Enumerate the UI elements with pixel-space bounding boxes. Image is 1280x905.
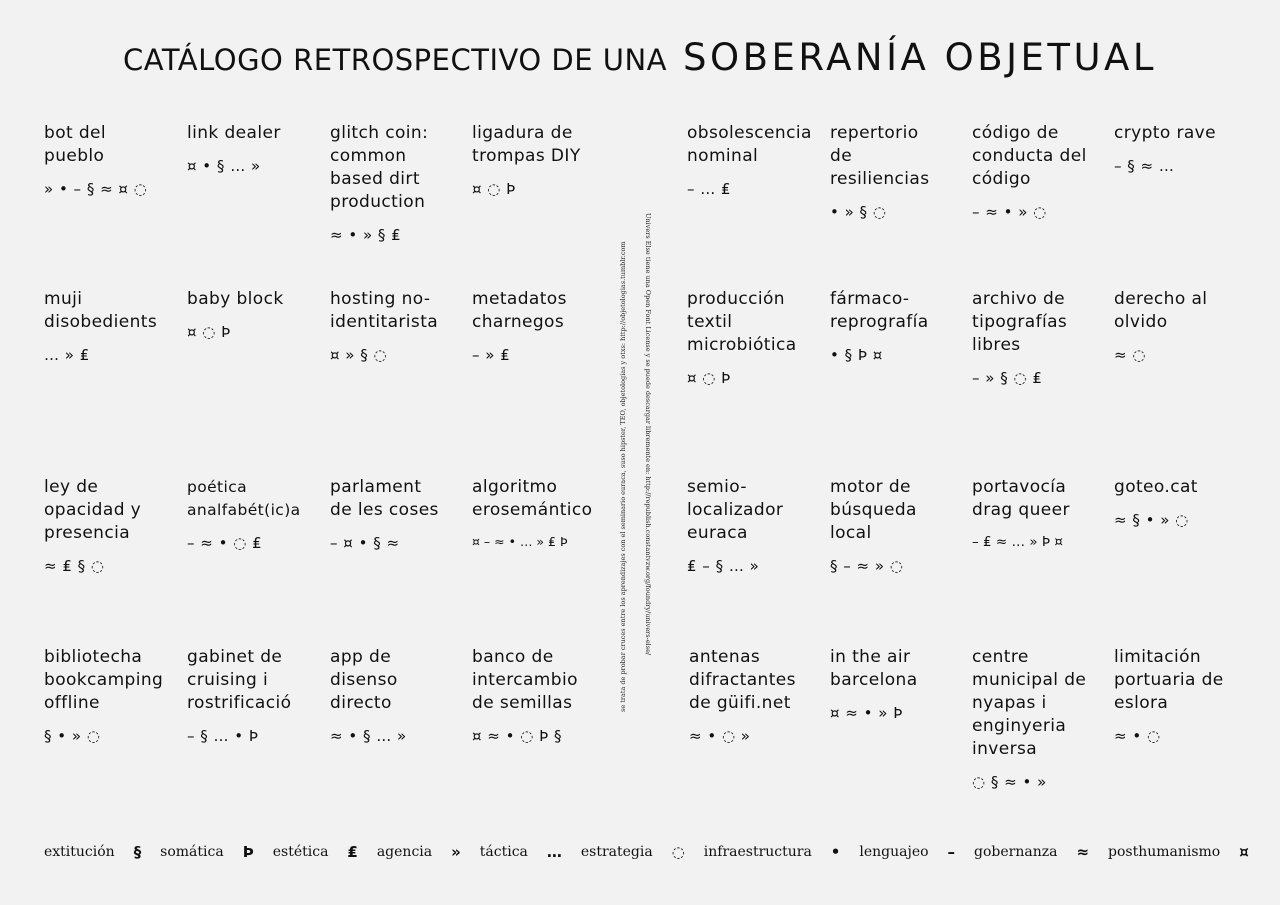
catalog-item xyxy=(830,476,966,575)
catalog-item xyxy=(472,288,608,364)
item-name: centre municipal de nyapas i enginyeria inversa xyxy=(972,647,1087,759)
item-name: código de conducta del código xyxy=(972,123,1087,189)
legend-glyph: » xyxy=(451,843,461,861)
item-symbols: ¤ » § ◌ xyxy=(330,346,388,364)
item-symbols: ≈ • ◌ » xyxy=(689,727,751,745)
catalog-item xyxy=(187,476,323,552)
legend-label: estética xyxy=(272,844,329,860)
item-name: motor de búsqueda local xyxy=(830,477,917,543)
item-symbols: ◌ § ≈ • » xyxy=(972,773,1047,791)
item-symbols: § – ≈ » ◌ xyxy=(830,557,904,575)
item-symbols: » • – § ≈ ¤ ◌ xyxy=(44,180,148,198)
item-symbols: – § ≈ … xyxy=(1114,157,1175,175)
legend-label: estrategia xyxy=(580,844,653,860)
catalog-item xyxy=(972,288,1108,387)
title-prefix: CATÁLOGO RETROSPECTIVO DE UNA xyxy=(123,43,668,77)
catalog-item xyxy=(187,122,323,175)
item-symbols: – … ₤ xyxy=(687,180,732,198)
item-name: repertorio de resiliencias xyxy=(830,123,930,189)
catalog-item xyxy=(330,122,466,244)
catalog-item xyxy=(330,476,466,552)
catalog-item xyxy=(330,288,466,364)
legend-glyph: – xyxy=(947,843,956,861)
catalog-item xyxy=(472,476,608,549)
item-symbols: ≈ • ◌ xyxy=(1114,727,1161,745)
catalog-item xyxy=(687,288,823,387)
catalog-item xyxy=(187,288,323,341)
item-name: antenas difractantes de güifi.net xyxy=(689,647,796,713)
catalog-item xyxy=(1114,288,1250,364)
item-symbols: § • » ◌ xyxy=(44,727,101,745)
item-symbols: ¤ – ≈ • … » ₤ Þ xyxy=(472,534,568,549)
catalog-item xyxy=(44,476,180,575)
item-name: limitación portuaria de eslora xyxy=(1114,647,1224,713)
catalog-title xyxy=(0,36,1280,79)
item-name: ley de opacidad y presencia xyxy=(44,477,142,543)
item-name: app de disenso directo xyxy=(330,647,398,713)
legend-label: posthumanismo xyxy=(1108,844,1221,860)
title-main: SOBERANÍA OBJETUAL xyxy=(683,36,1157,79)
legend-glyph: ₤ xyxy=(347,843,358,861)
item-name: poética analfabét(ic)a xyxy=(187,478,301,519)
catalog-item xyxy=(972,476,1108,550)
catalog-item xyxy=(1114,122,1250,175)
item-name: in the air barcelona xyxy=(830,647,918,690)
legend-label: somática xyxy=(160,844,224,860)
item-symbols: – » ₤ xyxy=(472,346,511,364)
item-name: producción textil microbiótica xyxy=(687,289,797,355)
item-symbols: • » § ◌ xyxy=(830,203,887,221)
item-symbols: – ¤ • § ≈ xyxy=(330,534,400,552)
item-name: obsolescencia nominal xyxy=(687,123,812,166)
item-name: parlament de les coses xyxy=(330,477,439,520)
catalog-item xyxy=(472,122,608,198)
item-symbols: – » § ◌ ₤ xyxy=(972,369,1043,387)
catalog-item xyxy=(1114,646,1250,745)
vertical-note-right: Univers Else tiene una Open Font License y se puede descargar libremente en: http://republish.constantvzw.org/foundry/univers-else/ xyxy=(644,213,652,656)
item-name: fármaco- reprografía xyxy=(830,289,929,332)
item-symbols: ≈ • » § ₤ xyxy=(330,226,402,244)
item-name: algoritmo erosemántico xyxy=(472,477,593,520)
catalog-item xyxy=(830,122,966,221)
item-symbols: – ≈ • » ◌ xyxy=(972,203,1047,221)
item-name: goteo.cat xyxy=(1114,477,1198,497)
catalog-item xyxy=(44,646,180,745)
catalog-item xyxy=(472,646,608,745)
vertical-note-left: se trata de probar cruces entre los aprendizajes con el seminario euraca, suso hipster, TEO, objetologías y otxs: http://objetologias.tumblr.com xyxy=(619,241,627,712)
item-name: bot del pueblo xyxy=(44,123,107,166)
item-symbols: ≈ • § … » xyxy=(330,727,407,745)
catalog-item xyxy=(689,646,825,745)
item-name: hosting no- identitarista xyxy=(330,289,439,332)
catalog-item xyxy=(330,646,466,745)
item-symbols: • § Þ ¤ xyxy=(830,346,883,364)
item-symbols: – ≈ • ◌ ₤ xyxy=(187,534,263,552)
item-name: portavocía drag queer xyxy=(972,477,1070,520)
catalog-item xyxy=(1114,476,1250,529)
legend-label: extitución xyxy=(44,844,115,860)
item-name: metadatos charnegos xyxy=(472,289,567,332)
item-name: gabinet de cruising i rostrificació xyxy=(187,647,292,713)
item-symbols: ¤ ≈ • ◌ Þ § xyxy=(472,727,562,745)
catalog-item xyxy=(44,288,180,364)
catalog-item xyxy=(972,122,1108,221)
item-name: archivo de tipografías libres xyxy=(972,289,1068,355)
catalog-item xyxy=(44,122,180,198)
catalog-item xyxy=(972,646,1108,791)
item-symbols: ¤ ◌ Þ xyxy=(687,369,731,387)
catalog-item xyxy=(687,476,823,575)
item-symbols: … » ₤ xyxy=(44,346,90,364)
item-symbols: ¤ ◌ Þ xyxy=(472,180,516,198)
item-symbols: ₤ – § … » xyxy=(687,557,760,575)
legend-label: táctica xyxy=(479,844,528,860)
item-name: derecho al olvido xyxy=(1114,289,1208,332)
legend-label: lenguajeo xyxy=(859,844,929,860)
legend-glyph: • xyxy=(830,843,841,861)
item-name: ligadura de trompas DIY xyxy=(472,123,581,166)
catalog-item xyxy=(687,122,823,198)
legend-label: agencia xyxy=(376,844,433,860)
legend-glyph: Þ xyxy=(242,843,254,861)
legend-label: infraestructura xyxy=(703,844,812,860)
legend-glyph: § xyxy=(133,843,142,861)
item-symbols: ≈ § • » ◌ xyxy=(1114,511,1189,529)
catalog-item xyxy=(830,646,966,722)
item-name: link dealer xyxy=(187,123,281,143)
item-symbols: ¤ ≈ • » Þ xyxy=(830,704,903,722)
catalog-item xyxy=(187,646,323,745)
legend-glyph: … xyxy=(546,843,562,861)
item-name: baby block xyxy=(187,289,284,309)
item-symbols: ≈ ₤ § ◌ xyxy=(44,557,105,575)
item-symbols: ¤ ◌ Þ xyxy=(187,323,231,341)
item-name: semio- localizador euraca xyxy=(687,477,784,543)
item-name: glitch coin: common based dirt production xyxy=(330,123,429,212)
item-name: bibliotecha bookcamping offline xyxy=(44,647,164,713)
legend-label: gobernanza xyxy=(974,844,1058,860)
item-symbols: ≈ ◌ xyxy=(1114,346,1146,364)
legend-glyph: ◌ xyxy=(671,843,685,861)
symbol-legend xyxy=(44,843,1249,861)
item-name: crypto rave xyxy=(1114,123,1216,143)
item-symbols: – ₤ ≈ … » Þ ¤ xyxy=(972,534,1063,550)
item-name: muji disobedients xyxy=(44,289,158,332)
item-symbols: – § … • Þ xyxy=(187,727,259,745)
item-name: banco de intercambio de semillas xyxy=(472,647,578,713)
item-symbols: ¤ • § … » xyxy=(187,157,261,175)
legend-glyph: ¤ xyxy=(1239,843,1249,861)
legend-glyph: ≈ xyxy=(1076,843,1090,861)
catalog-item xyxy=(830,288,966,364)
